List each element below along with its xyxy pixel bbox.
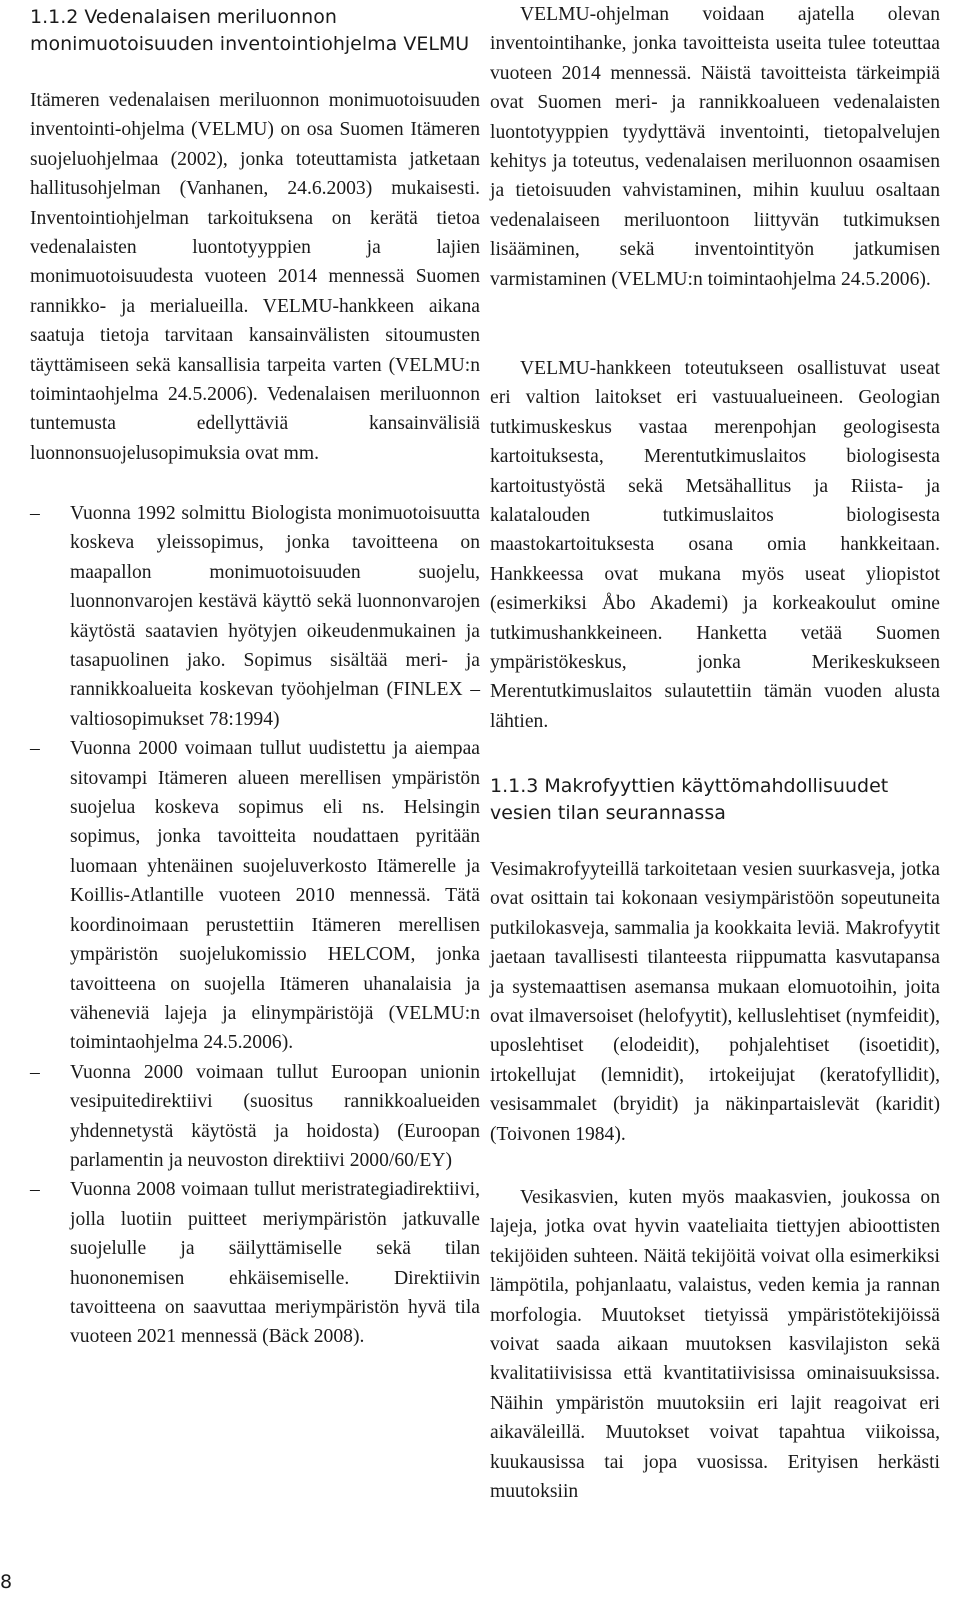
dash-marker: – bbox=[30, 503, 40, 524]
list-item bbox=[30, 734, 480, 1057]
list-item-text: Vuonna 1992 solmittu Biologista monimuotoisuutta koskeva yleissopimus, jonka tavoitteena on maapallon monimuotoisuuden suojelu, luonnonvarojen kestävä käyttö sekä luonnonvarojen käytöstä saatavien hyötyjen oikeudenmukainen ja tasapuolinen jako. Sopimus sisältää meri- ja rannikkoalueita koskevan työohjelman (FINLEX – valtiosopimukset 78:1994) bbox=[70, 503, 480, 730]
intro-paragraph: Itämeren vedenalaisen meriluonnon monimuotoisuuden inventointi-ohjelma (VELMU) on osa Suomen Itämeren suojeluohjelmaa (2002), jonka toteuttamista jatketaan hallitusohjelman (Vanhanen, 24.6.2003) mukaisesti. Inventointiohjelman tarkoituksena on kerätä tietoa vedenalaisten luontotyyppien ja lajien monimuotoisuudesta vuoteen 2014 mennessä Suomen rannikko- ja merialueilla. VELMU-hankkeen aikana saatuja tietoja tarvitaan kansainvälisten sitoumusten täyttämiseen sekä kansallisia tarpeita varten (VELMU:n toimintaohjelma 24.5.2006). Vedenalaisen meriluonnon tuntemusta edellyttäviä kansainvälisiä luonnonsuojelusopimuksia ovat mm. bbox=[30, 90, 480, 464]
section-heading-1-1-2: 1.1.2 Vedenalaisen meriluonnon monimuotoisuuden inventointiohjelma VELMU bbox=[30, 6, 470, 55]
paragraph-velmu-participants: VELMU-hankkeen toteutukseen osallistuvat useat eri valtion laitokset eri vastuualueineen. Geologian tutkimuskeskus vastaa merenpohjan geologisesta kartoituksesta, Merentutkimuslaitos biologisesta kartoitustyöstä sekä Metsähallitus ja Riista- ja kalatalouden tutkimuslaitos biologisesta maastokartoituksesta osana omia hankkeitaan. Hankkeessa ovat mukana myös useat yliopistot (esimerkiksi Åbo Akademi) ja korkeakoulut omine tutkimushankkeineen. Hanketta vetää Suomen ympäristökeskus, jonka Merikeskukseen Merentutkimuslaitos sulautettiin tämän vuoden alusta lähtien. bbox=[490, 358, 940, 732]
dash-marker: – bbox=[30, 1179, 40, 1201]
section-heading-1-1-3: 1.1.3 Makrofyyttien käyttömahdollisuudet vesien tilan seurannassa bbox=[490, 775, 889, 824]
list-item-text: Vuonna 2000 voimaan tullut Euroopan unionin vesipuitedirektiivi (suositus rannikkoalueiden yhdennetystä käytöstä ja hoidosta) (Euroopan parlamentin ja neuvoston direktiivi 2000/60/EY) bbox=[70, 1061, 480, 1171]
dash-marker: – bbox=[30, 1061, 40, 1083]
list-item bbox=[30, 1175, 480, 1351]
agreements-list bbox=[30, 499, 480, 1352]
list-item-text: Vuonna 2000 voimaan tullut uudistettu ja aiempaa sitovampi Itämeren alueen merellisen ympäristön suojelua koskeva sopimus eli ns. Helsingin sopimus, jonka tavoitteita noudattaen pyritään luomaan yhtenäinen suojeluverkosto Itämerelle ja Koillis-Atlantille vuoteen 2010 mennessä. Tätä koordinoimaan perustettiin Itämeren merellisen ympäristön suojelukomissio HELCOM, jonka tavoitteena on suojella Itämeren uhanalaisia ja väheneviä lajeja ja elinympäristöjä (VELMU:n toimintaohjelma 24.5.2006). bbox=[70, 738, 480, 1054]
list-item bbox=[30, 499, 480, 734]
list-item-text: Vuonna 2008 voimaan tullut meristrategiadirektiivi, jolla luotiin puitteet meriympäristön jatkuvalle suojelulle ja säilyttämiselle sekä tilan huononemisen ehkäisemiselle. Direktiivin tavoitteena on saavuttaa meriympäristön hyvä tila vuoteen 2021 mennessä (Bäck 2008). bbox=[70, 1179, 480, 1348]
paragraph-water-plants: Vesikasvien, kuten myös maakasvien, joukossa on lajeja, jotka ovat hyvin vaateliaita tiettyjen abioottisten tekijöiden suhteen. Näitä tekijöitä voivat olla esimerkiksi lämpötila, pohjanlaatu, valaistus, veden kemia ja rannan morfologia. Muutokset tietyissä ympäristötekijöissä voivat saada aikaan muutoksen kasvilajiston sekä kvalitatiivisissa että kvantitatiivisissa ominaisuuksissa. Näihin ympäristön muutoksiin eri lajit reagoivat eri aikaväleillä. Muutokset voivat tapahtua viikoissa, kuukausissa tai jopa vuosissa. Erityisen herkästi muutoksiin bbox=[490, 1187, 940, 1503]
dash-marker: – bbox=[30, 738, 40, 760]
paragraph-macrophytes: Vesimakrofyyteillä tarkoitetaan vesien suurkasveja, jotka ovat osittain tai kokonaan vesiympäristöön sopeutuneita putkilokasveja, sammalia ja kookkaita leviä. Makrofyytit jaetaan tavallisesti tilanteesta riippumatta kasvutapansa ja systemaattisen asemansa mukaan elomuotoihin, joita ovat ilmaversoiset (helofyytit), kelluslehtiset (nymfeidit), uposlehtiset (elodeidit), pohjalehtiset (isoetidit), irtokellujat (lemnidit), irtokeijujat (keratofyllidit), vesisammalet (bryidit) ja näkinpartaislevät (karidit) (Toivonen 1984). bbox=[490, 859, 940, 1145]
paragraph-velmu-goals: VELMU-ohjelman voidaan ajatella olevan inventointihanke, jonka tavoitteista useita tulee toteuttaa vuoteen 2014 mennessä. Näistä tavoitteista tärkeimpiä ovat Suomen meri- ja rannikkoalueen vedenalaisten luontotyyppien tyydyttävä inventointi, tietopalvelujen kehitys ja toteutus, vedenalaisen meriluonnon osaamisen ja tietoisuuden vahvistaminen, mihin kuuluu osaltaan vedenalaiseen meriluontoon liittyvän tutkimuksen lisääminen, sekä inventointityön jatkumisen varmistaminen (VELMU:n toimintaohjelma 24.5.2006). bbox=[490, 4, 940, 290]
list-item bbox=[30, 1058, 480, 1176]
page-number: 8 bbox=[0, 1571, 13, 1593]
